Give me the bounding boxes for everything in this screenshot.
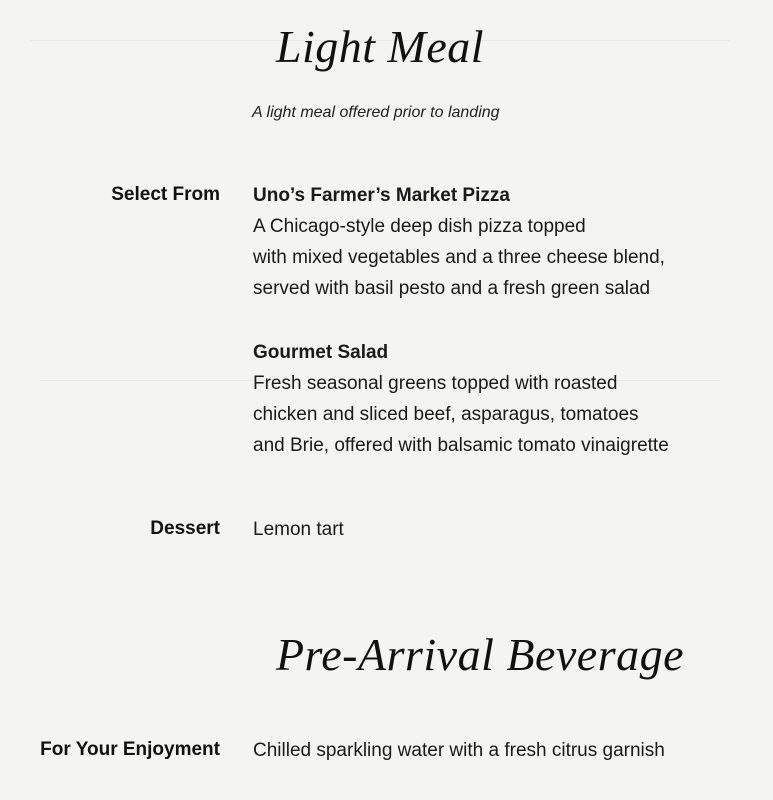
salad-desc-line: chicken and sliced beef, asparagus, tomatoes bbox=[253, 404, 639, 425]
salad-desc-line: and Brie, offered with balsamic tomato vinaigrette bbox=[253, 435, 669, 456]
salad-item bbox=[253, 337, 669, 461]
pizza-desc-line: A Chicago-style deep dish pizza topped bbox=[253, 216, 586, 237]
salad-title: Gourmet Salad bbox=[253, 342, 389, 363]
light-meal-title: Light Meal bbox=[275, 21, 485, 72]
pizza-desc-line: with mixed vegetables and a three cheese blend, bbox=[253, 247, 665, 268]
dessert-label: Dessert bbox=[150, 518, 220, 539]
select-from-label: Select From bbox=[111, 184, 220, 205]
pizza-desc-line: served with basil pesto and a fresh green salad bbox=[253, 278, 651, 299]
for-your-enjoyment-label: For Your Enjoyment bbox=[40, 739, 220, 760]
light-meal-subtitle: A light meal offered prior to landing bbox=[252, 104, 500, 121]
pizza-item bbox=[253, 180, 665, 304]
pizza-title: Uno’s Farmer’s Market Pizza bbox=[253, 185, 510, 206]
beverage-value: Chilled sparkling water with a fresh citrus garnish bbox=[253, 740, 665, 761]
dessert-value: Lemon tart bbox=[253, 519, 344, 540]
pre-arrival-beverage-title: Pre-Arrival Beverage bbox=[275, 629, 685, 680]
salad-desc-line: Fresh seasonal greens topped with roasted bbox=[253, 373, 618, 394]
